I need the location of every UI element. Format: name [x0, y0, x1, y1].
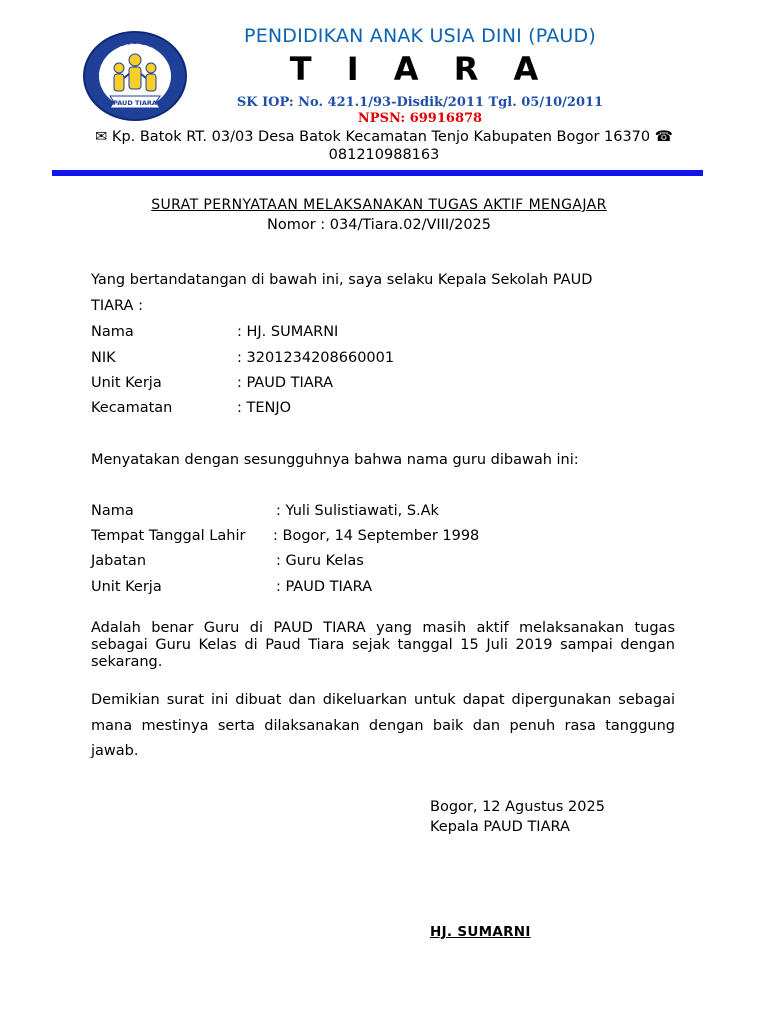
- intro-line-2: TIARA :: [91, 298, 143, 314]
- logo-ribbon-text: PAUD TIARA: [113, 99, 157, 107]
- body-paragraph: Adalah benar Guru di PAUD TIARA yang masih aktif melaksanakan tugas sebagai Guru Kelas di Paud Tiara sejak tanggal 15 Juli 2019 sampai dengan sekarang.: [91, 620, 675, 670]
- teacher-name-label: Nama: [91, 503, 134, 519]
- signer-name-value: : HJ. SUMARNI: [237, 324, 339, 340]
- teacher-name-value: : Yuli Sulistiawati, S.Ak: [276, 503, 439, 519]
- teacher-unit-value: : PAUD TIARA: [276, 579, 373, 595]
- letter-number: Nomor : 034/Tiara.02/VIII/2025: [267, 217, 491, 233]
- address-line-1: ✉ Kp. Batok RT. 03/03 Desa Batok Kecamatan Tenjo Kabupaten Bogor 16370 ☎: [95, 129, 673, 145]
- teacher-birth-value: : Bogor, 14 September 1998: [273, 528, 480, 544]
- sk-number: SK IOP: No. 421.1/93-Disdik/2011 Tgl. 05/10/2011: [236, 95, 604, 110]
- teacher-position-label: Jabatan: [91, 553, 147, 569]
- teacher-unit-label: Unit Kerja: [91, 579, 162, 595]
- institution-name: PENDIDIKAN ANAK USIA DINI (PAUD): [244, 25, 596, 47]
- school-name: T I A R A: [289, 50, 551, 88]
- npsn-number: NPSN: 69916878: [357, 111, 483, 126]
- signer-unit-label: Unit Kerja: [91, 375, 162, 391]
- signer-nik-value: : 3201234208660001: [237, 350, 395, 366]
- intro-line-1: Yang bertandatangan di bawah ini, saya selaku Kepala Sekolah PAUD: [91, 272, 593, 288]
- teacher-position-value: : Guru Kelas: [276, 553, 364, 569]
- signer-nik-label: NIK: [91, 350, 116, 366]
- letter-title: SURAT PERNYATAAN MELAKSANAKAN TUGAS AKTIF MENGAJAR: [151, 197, 607, 213]
- logo-arc-text: SEHAT CERDAS CERIA: [97, 41, 173, 78]
- signer-district-label: Kecamatan: [91, 400, 173, 416]
- signer-name-label: Nama: [91, 324, 134, 340]
- signer-unit-value: : PAUD TIARA: [237, 375, 334, 391]
- signer-signature-name: HJ. SUMARNI: [430, 924, 531, 940]
- header-rule: [52, 170, 703, 176]
- school-address: [50, 128, 718, 164]
- place-date: Bogor, 12 Agustus 2025: [430, 799, 605, 815]
- closing-paragraph: Demikian surat ini dibuat dan dikeluarkan untuk dapat dipergunakan sebagai mana mestinya serta dilaksanakan dengan baik dan penuh rasa tanggung jawab.: [91, 692, 675, 759]
- signer-position: Kepala PAUD TIARA: [430, 819, 570, 835]
- teacher-birth-label: Tempat Tanggal Lahir: [91, 528, 246, 544]
- address-line-2: 081210988163: [328, 147, 440, 163]
- signer-district-value: : TENJO: [237, 400, 292, 416]
- statement-line: Menyatakan dengan sesungguhnya bahwa nama guru dibawah ini:: [91, 452, 579, 468]
